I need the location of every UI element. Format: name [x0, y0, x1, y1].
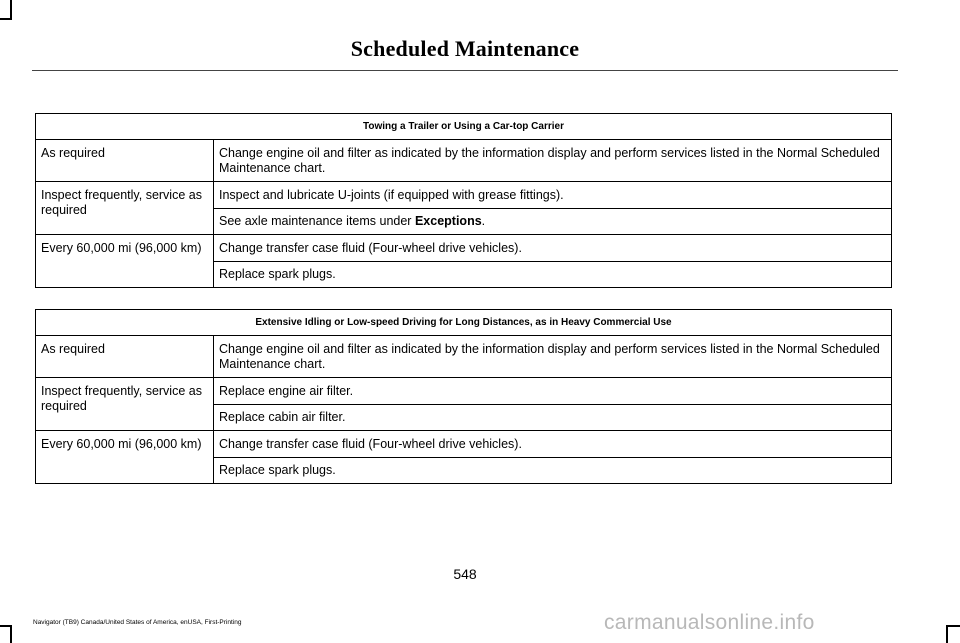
- page-number: 548: [453, 566, 477, 582]
- table-title-row: [36, 114, 892, 140]
- table-title: Towing a Trailer or Using a Car-top Carrier: [36, 114, 892, 140]
- crop-mark: [946, 625, 960, 627]
- table-title-row: [36, 310, 892, 336]
- interval-cell: As required: [36, 140, 214, 182]
- publication-footer: Navigator (TB9) Canada/United States of America, enUSA, First-Printing: [33, 619, 242, 626]
- watermark: carmanualsonline.info: [604, 611, 815, 634]
- page-title: Scheduled Maintenance: [350, 36, 580, 61]
- crop-mark: [946, 625, 948, 643]
- interval-cell: Inspect frequently, service as required: [36, 182, 214, 235]
- table-row: [36, 140, 892, 182]
- idling-maintenance-table: [35, 309, 892, 484]
- crop-mark: [0, 18, 12, 20]
- table-row: [36, 431, 892, 458]
- table-row: [36, 378, 892, 405]
- task-cell: Replace cabin air filter.: [214, 405, 892, 431]
- exceptions-reference: Exceptions: [414, 214, 482, 228]
- interval-cell: Every 60,000 mi (96,000 km): [36, 235, 214, 288]
- task-cell: Replace spark plugs.: [214, 458, 892, 484]
- crop-mark: [10, 0, 12, 18]
- interval-cell: As required: [36, 336, 214, 378]
- task-cell: Change engine oil and filter as indicated by the information display and perform services listed in the Normal Scheduled Maintenance chart.: [214, 336, 892, 378]
- table-row: [36, 336, 892, 378]
- task-punctuation: .: [481, 214, 486, 228]
- table-row: [36, 182, 892, 209]
- interval-cell: Inspect frequently, service as required: [36, 378, 214, 431]
- task-cell: [214, 209, 892, 235]
- task-cell: Change transfer case fluid (Four-wheel drive vehicles).: [214, 431, 892, 458]
- towing-maintenance-table: [35, 113, 892, 288]
- task-cell: Replace engine air filter.: [214, 378, 892, 405]
- crop-mark: [10, 625, 12, 643]
- interval-cell: Every 60,000 mi (96,000 km): [36, 431, 214, 484]
- task-cell: Inspect and lubricate U-joints (if equipped with grease fittings).: [214, 182, 892, 209]
- table-title: Extensive Idling or Low-speed Driving for Long Distances, as in Heavy Commercial Use: [36, 310, 892, 336]
- task-cell: Change transfer case fluid (Four-wheel drive vehicles).: [214, 235, 892, 262]
- crop-mark: [0, 625, 12, 627]
- task-cell: Replace spark plugs.: [214, 262, 892, 288]
- task-cell: Change engine oil and filter as indicated by the information display and perform services listed in the Normal Scheduled Maintenance chart.: [214, 140, 892, 182]
- header-divider: [32, 70, 898, 71]
- table-row: [36, 235, 892, 262]
- task-text: See axle maintenance items under: [219, 214, 412, 228]
